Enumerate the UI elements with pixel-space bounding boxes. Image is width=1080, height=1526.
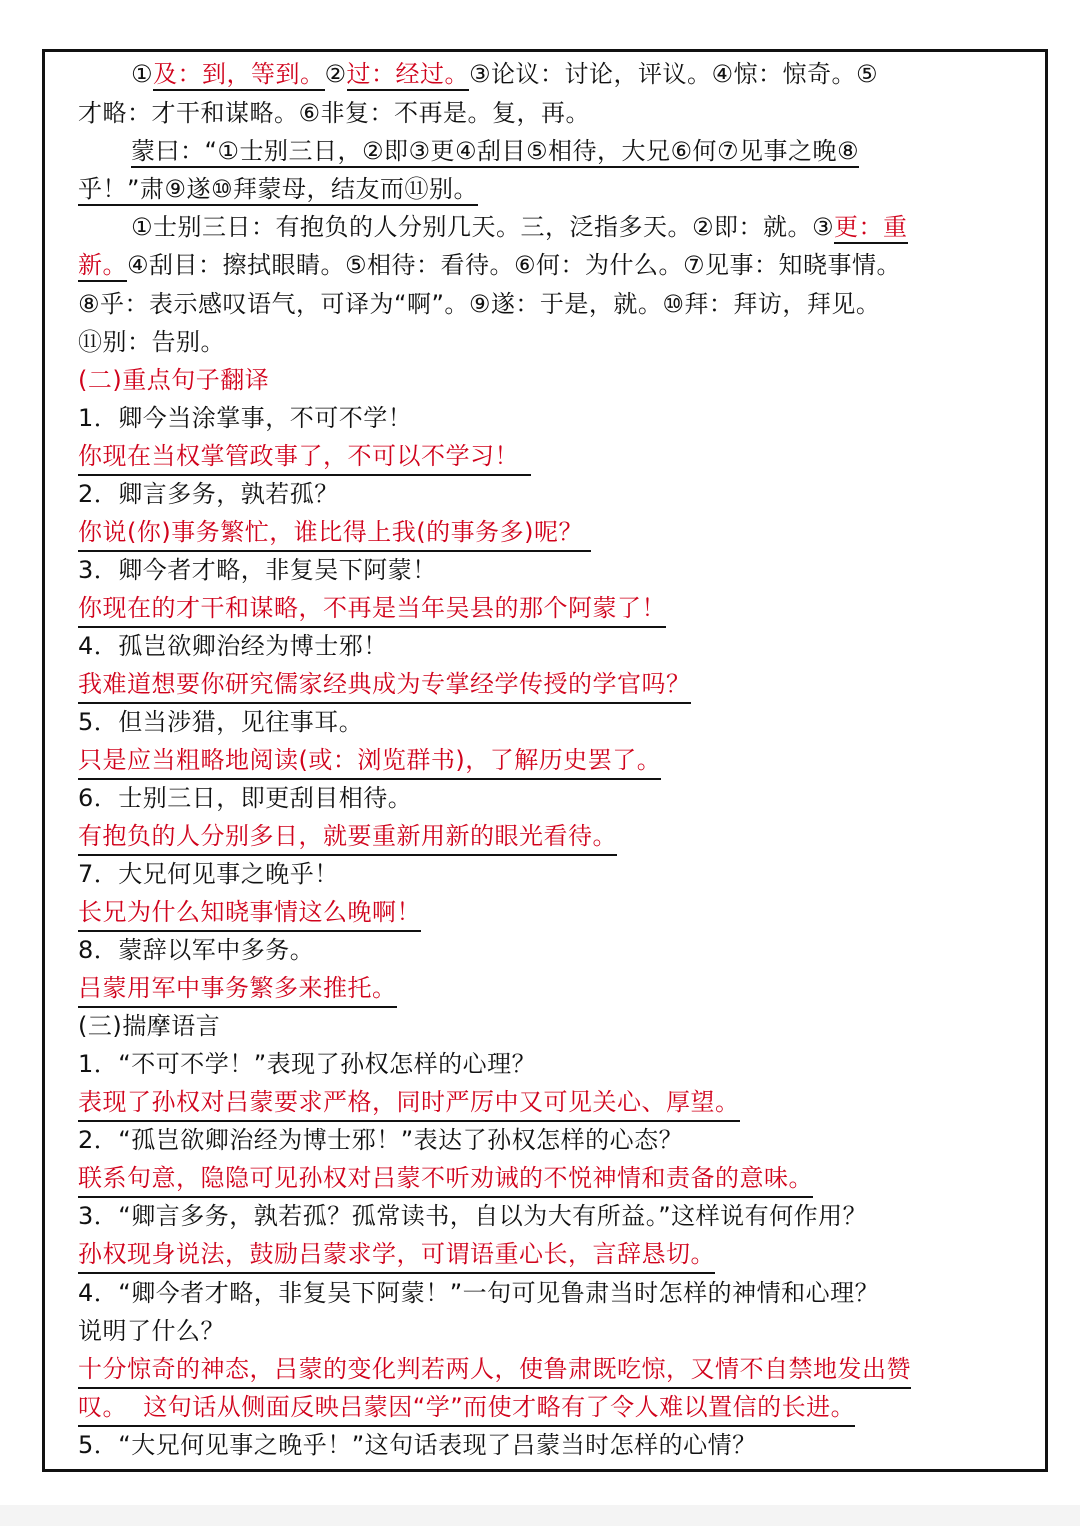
vocab2-line-d: ⑪别：告别。 [78, 328, 225, 356]
translation-question: 6．士别三日，即更刮目相待。 [78, 784, 413, 812]
vocab2-line-a: ①士别三日：有抱负的人分别几天。三，泛指多天。②即：就。③更：重 [131, 210, 908, 244]
section-title-analysis: (三)揣摩语言 [78, 1012, 221, 1040]
analysis-answer-cont: 叹。 这句话从侧面反映吕蒙因“学”而使才略有了令人难以置信的长进。 [78, 1390, 855, 1427]
analysis-answer: 联系句意，隐隐可见孙权对吕蒙不听劝诫的不悦神情和责备的意味。 [78, 1161, 813, 1198]
highlighted-definition: 过：经过。 [347, 60, 470, 91]
analysis-question: 2．“孤岂欲卿治经为博士邪！”表达了孙权怎样的心态？ [78, 1126, 684, 1154]
translation-question: 7．大兄何见事之晚乎！ [78, 860, 339, 888]
analysis-answer: 表现了孙权对吕蒙要求严格，同时严厉中又可见关心、厚望。 [78, 1085, 740, 1122]
section-title-translation: (二)重点句子翻译 [78, 366, 270, 394]
translation-answer: 长兄为什么知晓事情这么晚啊！ [78, 895, 421, 932]
translation-question: 2．卿言多务，孰若孤？ [78, 480, 339, 508]
translation-question: 3．卿今者才略，非复吴下阿蒙！ [78, 556, 437, 584]
page-bottom-margin [0, 1505, 1080, 1526]
translation-answer: 有抱负的人分别多日，就要重新用新的眼光看待。 [78, 819, 617, 856]
quote-line-2: 乎！”肃⑨遂⑩拜蒙母，结友而⑪别。 [78, 172, 478, 206]
highlighted-definition: 更：重 [834, 213, 908, 244]
translation-question: 4．孤岂欲卿治经为博士邪！ [78, 632, 388, 660]
analysis-question: 1．“不可不学！”表现了孙权怎样的心理？ [78, 1050, 537, 1078]
vocab-line-2: 才略：才干和谋略。⑥非复：不再是。复，再。 [78, 99, 591, 127]
translation-answer: 只是应当粗略地阅读(或：浏览群书)，了解历史罢了。 [78, 743, 661, 780]
analysis-answer: 十分惊奇的神态，吕蒙的变化判若两人，使鲁肃既吃惊，又情不自禁地发出赞 [78, 1352, 911, 1389]
analysis-question: 4．“卿今者才略，非复吴下阿蒙！”一句可见鲁肃当时怎样的神情和心理？ [78, 1279, 880, 1307]
translation-answer: 你说(你)事务繁忙，谁比得上我(的事务多)呢？ [78, 515, 591, 552]
translation-answer: 你现在的才干和谋略，不再是当年吴县的那个阿蒙了！ [78, 591, 666, 628]
translation-question: 5．但当涉猎，见往事耳。 [78, 708, 364, 736]
analysis-question: 3．“卿言多务，孰若孤？孤常读书，自以为大有所益。”这样说有何作用？ [78, 1202, 868, 1230]
translation-question: 1．卿今当涂掌事，不可不学！ [78, 404, 413, 432]
translation-answer: 我难道想要你研究儒家经典成为专掌经学传授的学官吗？ [78, 667, 691, 704]
analysis-question: 5．“大兄何见事之晚乎！”这句话表现了吕蒙当时怎样的心情？ [78, 1431, 757, 1459]
analysis-question-cont: 说明了什么？ [78, 1317, 225, 1345]
quote-line-1: 蒙曰：“①士别三日，②即③更④刮目⑤相待，大兄⑥何⑦见事之晚⑧ [131, 134, 859, 168]
translation-answer: 吕蒙用军中事务繁多来推托。 [78, 971, 397, 1008]
vocab2-line-b: 新。④刮目：擦拭眼睛。⑤相待：看待。⑥何：为什么。⑦见事：知晓事情。 [78, 248, 901, 282]
highlighted-definition: 新。 [78, 251, 127, 282]
translation-question: 8．蒙辞以军中多务。 [78, 936, 315, 964]
vocab-line-1: ①及：到，等到。②过：经过。③论议：讨论，评议。④惊：惊奇。⑤ [131, 57, 878, 91]
highlighted-definition: 及：到，等到。 [153, 60, 325, 91]
translation-answer: 你现在当权掌管政事了，不可以不学习！ [78, 439, 531, 476]
vocab2-line-c: ⑧乎：表示感叹语气，可译为“啊”。⑨遂：于是，就。⑩拜：拜访，拜见。 [78, 290, 881, 318]
analysis-answer: 孙权现身说法，鼓励吕蒙求学，可谓语重心长，言辞恳切。 [78, 1237, 715, 1274]
